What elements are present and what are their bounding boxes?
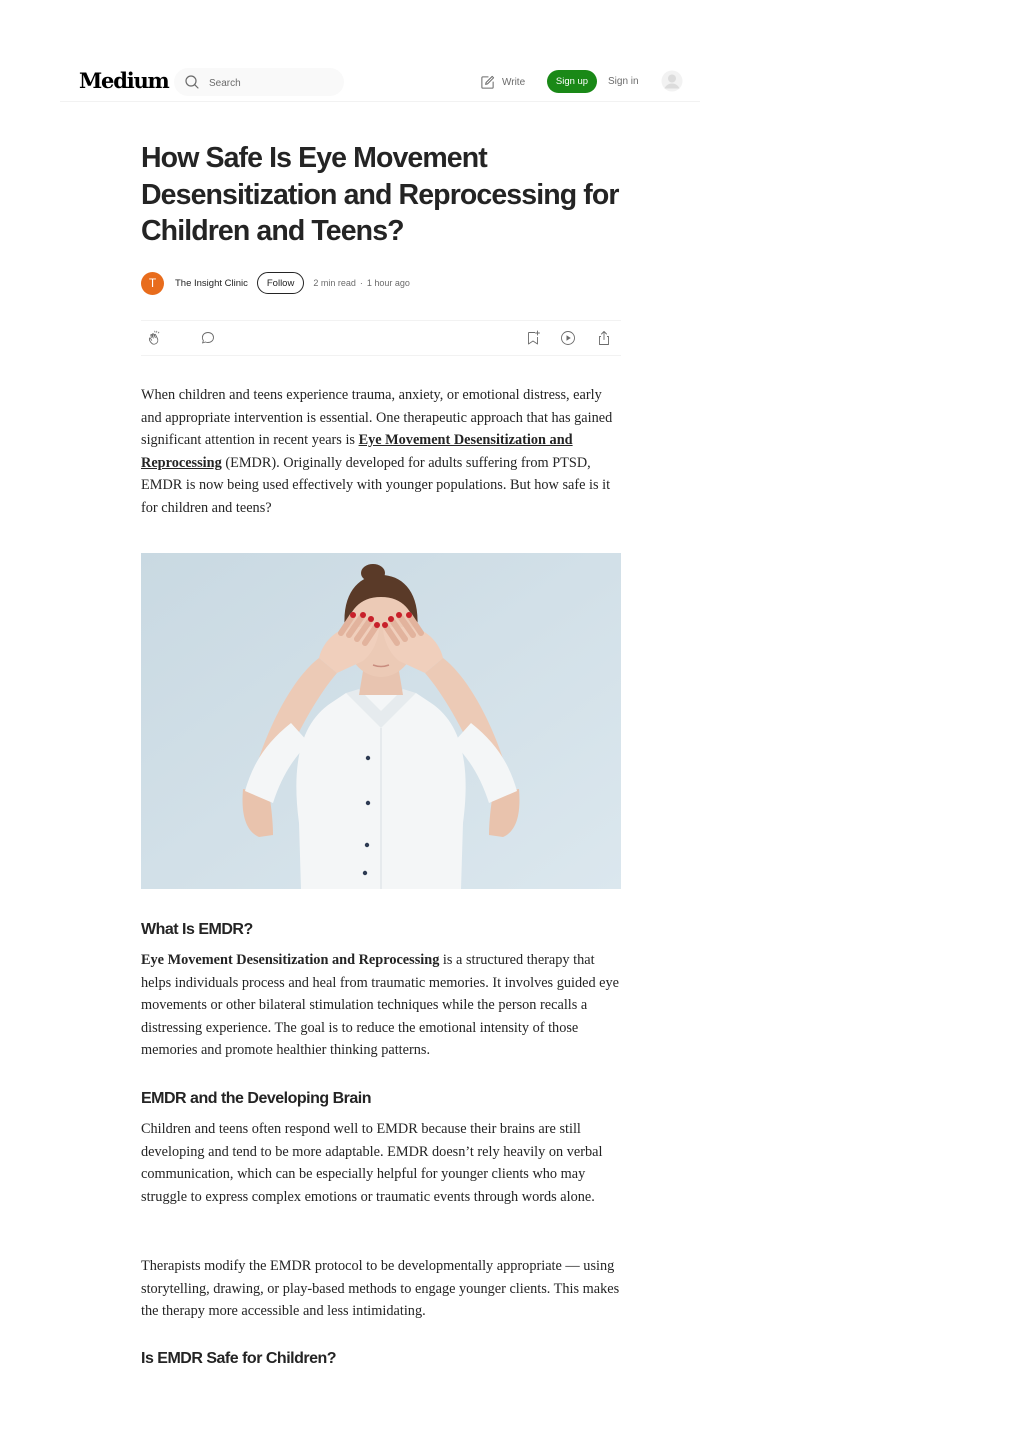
play-circle-icon[interactable] <box>560 330 576 346</box>
meta-separator: · <box>359 278 363 288</box>
section2-paragraph-2: Therapists modify the EMDR protocol to be developmentally appropriate — using storytelling, drawing, or play-based methods to engage younger clients. This makes the therapy more accessible and less intimidating. <box>141 1258 620 1319</box>
publish-time: 1 hour ago <box>366 278 410 288</box>
write-label: Write <box>502 76 526 88</box>
section1-paragraph <box>141 949 621 1062</box>
share-icon[interactable] <box>596 330 612 346</box>
read-time: 2 min read <box>313 278 356 288</box>
article-byline <box>141 270 621 296</box>
search-input[interactable] <box>207 73 336 93</box>
article-meta <box>313 278 410 288</box>
follow-button[interactable]: Follow <box>257 272 304 294</box>
user-avatar-icon[interactable] <box>661 70 683 92</box>
author-avatar[interactable]: T <box>141 272 164 295</box>
top-navigation-bar <box>60 64 700 102</box>
section-heading-is-emdr-safe: Is EMDR Safe for Children? <box>141 1350 337 1367</box>
hero-illustration <box>141 553 621 889</box>
section-heading-developing-brain: EMDR and the Developing Brain <box>141 1090 371 1107</box>
intro-paragraph <box>141 384 621 519</box>
clap-icon[interactable] <box>147 330 163 346</box>
section1-bold-term: Eye Movement Desensitization and Reprocessing <box>141 952 440 968</box>
article-action-bar <box>141 320 621 356</box>
write-button[interactable] <box>480 72 525 92</box>
medium-logo[interactable]: Medium <box>79 68 169 93</box>
search-box[interactable] <box>174 68 344 96</box>
bookmark-add-icon[interactable] <box>525 330 541 346</box>
search-icon <box>184 74 200 90</box>
comment-icon[interactable] <box>200 330 216 346</box>
article-hero-image <box>141 553 621 889</box>
sign-in-link[interactable]: Sign in <box>608 76 639 87</box>
write-icon <box>480 75 495 90</box>
sign-up-button[interactable]: Sign up <box>547 70 597 93</box>
article-header <box>141 140 621 250</box>
intro-text-end: (EMDR). Originally developed for adults suffering from PTSD, EMDR is now being used effectively with younger populations. But how safe is it for children and teens? <box>141 454 611 516</box>
article-title: How Safe Is Eye Movement Desensitization and Reprocessing for Children and Teens? <box>141 142 619 247</box>
intro-text-start: When children and teens experience trauma, anxiety, or emotional distress, early and appropriate intervention is essential. One therapeutic approach that has gained significant attention in recent years is <box>141 387 613 448</box>
section-heading-what-is-emdr: What Is EMDR? <box>141 921 253 938</box>
emdr-link[interactable]: Eye Movement Desensitization and Reprocessing <box>141 432 573 471</box>
author-name[interactable]: The Insight Clinic <box>175 277 248 289</box>
section2-paragraph-1: Children and teens often respond well to EMDR because their brains are still developing and tend to be more adaptable. EMDR doesn’t rely heavily on verbal communication, which can be especially helpful for younger clients who may struggle to express complex emotions or traumatic events through words alone. <box>141 1121 603 1205</box>
section1-text: is a structured therapy that helps individuals process and heal from traumatic memories. It involves guided eye movements or other bilateral stimulation techniques while the person recalls a distressing experience. The goal is to reduce the emotional intensity of those memories and promote healthier thinking patterns. <box>141 952 620 1058</box>
